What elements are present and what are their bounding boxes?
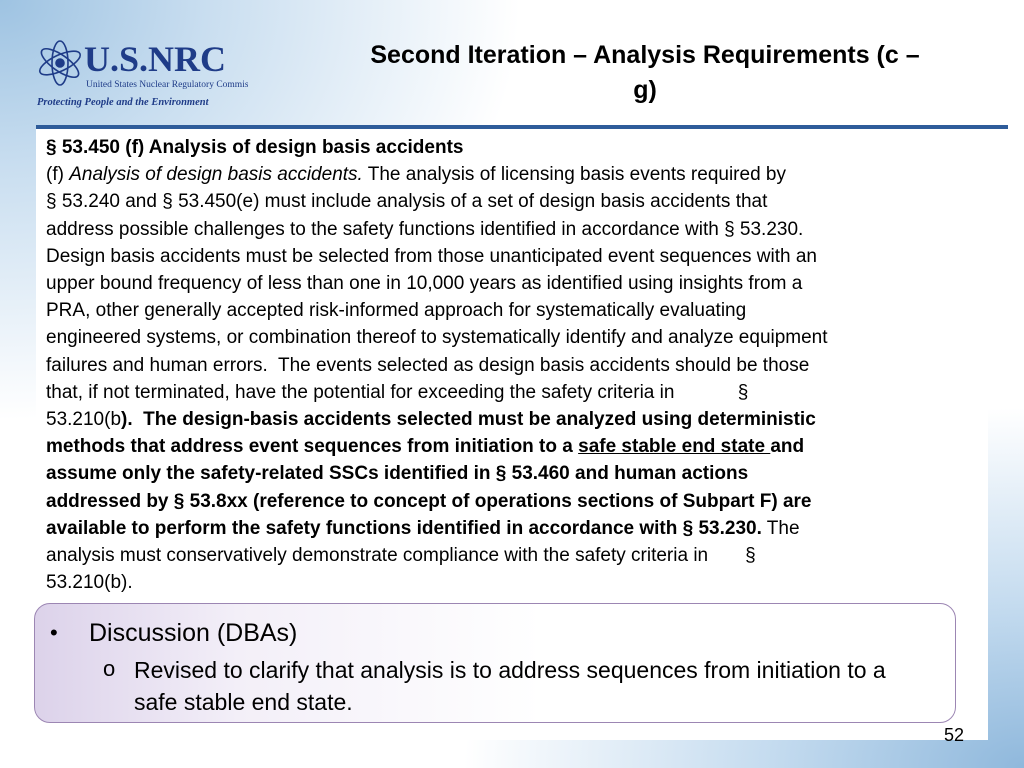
discussion-detail: Revised to clarify that analysis is to address sequences from initiation to a safe stable end state. bbox=[134, 657, 886, 715]
body-line: engineered systems, or combination thereof to systematically identify and analyze equipment bbox=[46, 327, 828, 349]
italic-term: Analysis of design basis accidents. bbox=[69, 164, 363, 186]
body-line: upper bound frequency of less than one in 10,000 years as identified using insights from a bbox=[46, 273, 803, 295]
body-line: 53.210(b). bbox=[46, 572, 133, 594]
underlined-term: safe stable end state bbox=[578, 436, 771, 458]
title-divider bbox=[36, 125, 1008, 129]
svg-text:U.S.NRC: U.S.NRC bbox=[84, 39, 227, 79]
body-line: (f) Analysis of design basis accidents. The analysis of licensing basis events required by bbox=[46, 164, 786, 186]
slide-title-line-2: g) bbox=[633, 76, 657, 104]
body-line: PRA, other generally accepted risk-informed approach for systematically evaluating bbox=[46, 300, 747, 322]
section-heading: § 53.450 (f) Analysis of design basis accidents bbox=[46, 137, 464, 158]
page-number: 52 bbox=[943, 725, 965, 745]
body-line: § 53.240 and § 53.450(e) must include analysis of a set of design basis accidents that bbox=[46, 191, 768, 213]
discussion-heading: Discussion (DBAs) bbox=[89, 619, 298, 647]
body-line: addressed by § 53.8xx (reference to concept of operations sections of Subpart F) are bbox=[46, 490, 812, 512]
nrc-logo bbox=[34, 33, 248, 111]
body-line: failures and human errors. The events selected as design basis accidents should be those bbox=[46, 354, 810, 376]
bullet-icon: • bbox=[50, 620, 58, 645]
slide-title-line-1: Second Iteration – Analysis Requirements (c – bbox=[370, 41, 920, 69]
body-line: address possible challenges to the safety functions identified in accordance with § 53.230. bbox=[46, 218, 804, 240]
body-line: 53.210(b). The design-basis accidents selected must be analyzed using deterministic bbox=[46, 409, 816, 431]
body-line: that, if not terminated, have the potential for exceeding the safety criteria in § bbox=[46, 381, 749, 403]
body-line: methods that address event sequences from initiation to a safe stable end state and bbox=[46, 436, 805, 458]
svg-text:United States Nuclear Regulato: United States Nuclear Regulatory Commission bbox=[86, 80, 248, 90]
body-line: assume only the safety-related SSCs identified in § 53.460 and human actions bbox=[46, 463, 749, 485]
slide-title bbox=[320, 38, 970, 108]
body-line: analysis must conservatively demonstrate compliance with the safety criteria in § bbox=[46, 545, 756, 567]
atom-icon bbox=[37, 41, 84, 85]
nrc-logo-graphic bbox=[34, 33, 248, 97]
regulation-text bbox=[46, 134, 996, 596]
body-line: Design basis accidents must be selected from those unanticipated event sequences with an bbox=[46, 245, 818, 267]
logo-tagline: Protecting People and the Environment bbox=[37, 97, 209, 108]
body-line: available to perform the safety functions identified in accordance with § 53.230. The bbox=[46, 517, 800, 539]
sub-bullet-icon: o bbox=[103, 656, 116, 681]
